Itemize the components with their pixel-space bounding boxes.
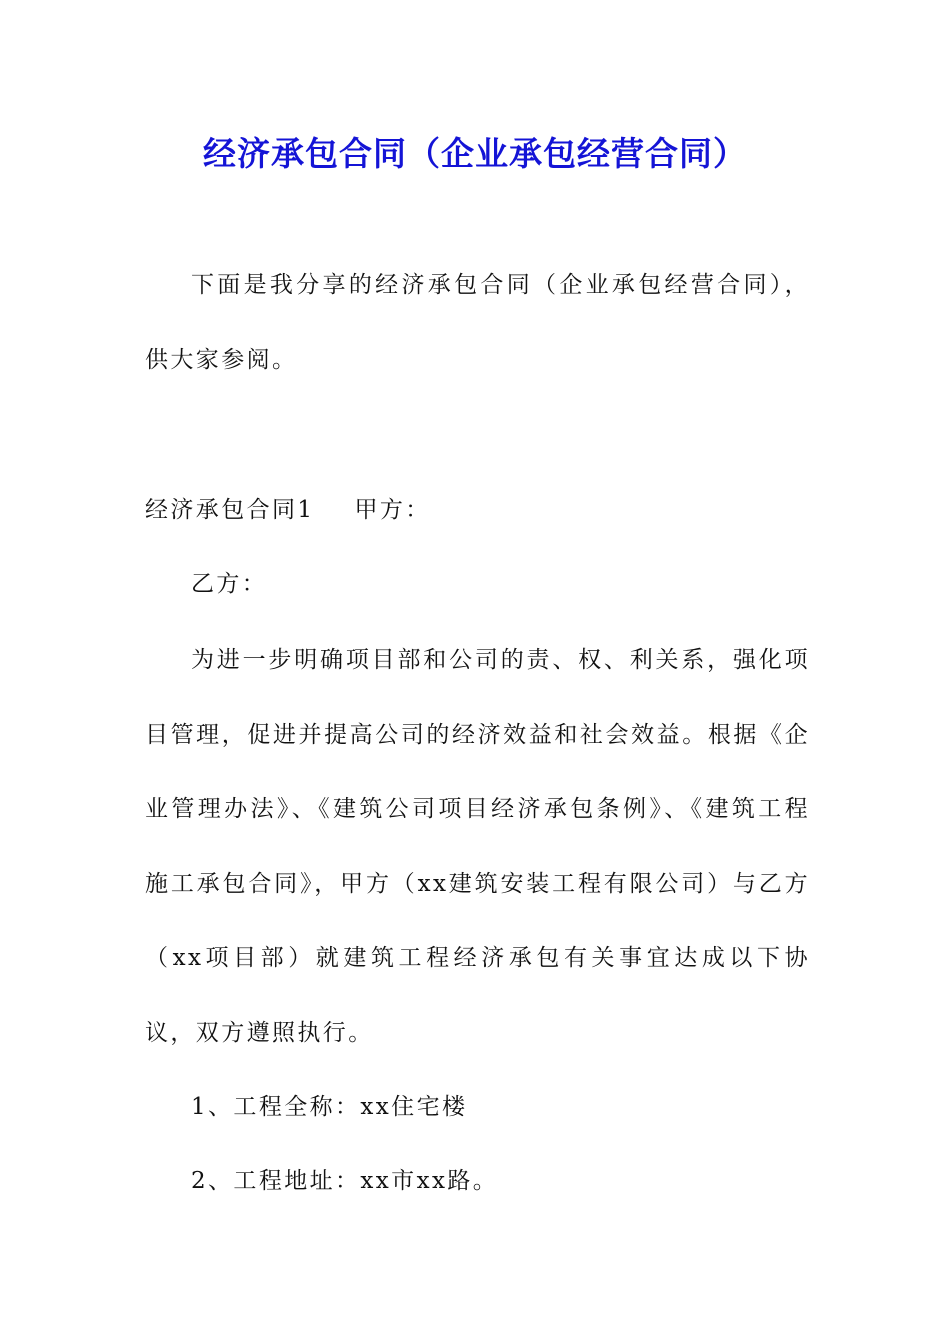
document-title: 经济承包合同（企业承包经营合同） (203, 134, 747, 173)
list-item-project-address: 2、工程地址：xx市xx路。 (191, 1168, 499, 1194)
list-item-project-name: 1、工程全称：xx住宅楼 (191, 1094, 468, 1120)
intro-paragraph: 下面是我分享的经济承包合同（企业承包经营合同），供大家参阅。 (145, 272, 810, 373)
section-heading: 经济承包合同1 (145, 497, 315, 523)
party-b-label: 乙方： (191, 571, 268, 597)
body-paragraph: 为进一步明确项目部和公司的责、权、利关系，强化项目管理，促进并提高公司的经济效益和社会效益。根据《企业管理办法》、《建筑公司项目经济承包条例》、《建筑工程施工承包合同》，甲方（xx建筑安装工程有限公司）与乙方（xx项目部）就建筑工程经济承包有关事宜达成以下协议，双方遵照执行。 (145, 647, 810, 1046)
contract-heading-line (145, 490, 431, 530)
party-a-label: 甲方： (354, 497, 431, 523)
